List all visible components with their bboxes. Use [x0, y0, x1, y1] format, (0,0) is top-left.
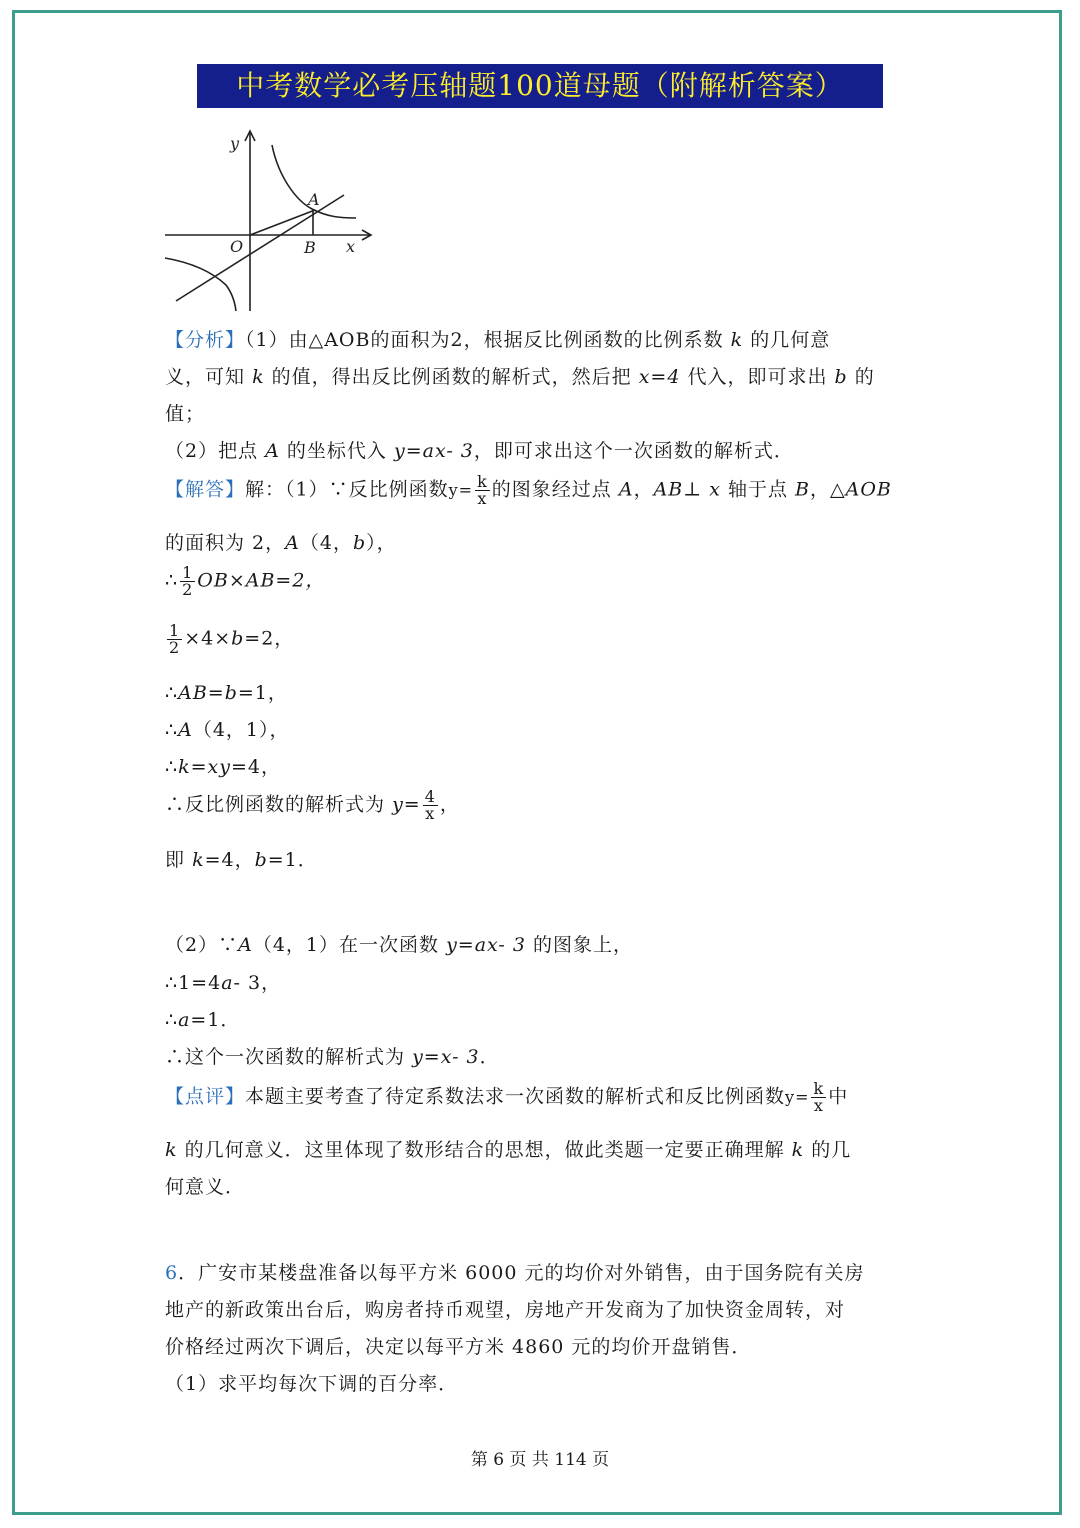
fraction-one-half: $\frac{1}{2}$	[169, 621, 181, 657]
fraction-one-half: $\frac{1}{2}$	[182, 563, 194, 599]
answer-line-2: 的面积为 2，A（4，b），	[165, 532, 397, 554]
fraction-k-over-x: $\frac{k}{x}$	[813, 1079, 825, 1115]
question-6-line-3: 价格经过两次下调后，决定以每平方米 4860 元的均价开盘销售．	[165, 1336, 752, 1358]
page-footer: 第 6 页 共 114 页	[470, 1450, 610, 1470]
answer-line-9: 即 k=4，b=1．	[165, 849, 318, 871]
function-graph	[160, 125, 380, 315]
answer-part2-line-1: （2）∵A（4，1）在一次函数 y=ax- 3 的图象上，	[165, 934, 634, 956]
question-number: 6	[165, 1262, 179, 1284]
analysis-line-2: 义，可知 k 的值，得出反比例函数的解析式，然后把 x=4 代入，即可求出 b 的	[165, 366, 875, 388]
line-linear-function	[176, 195, 344, 301]
page-title-banner: 中考数学必考压轴题100道母题（附解析答案）	[197, 64, 883, 108]
analysis-line-4: （2）把点 A 的坐标代入 y=ax- 3，即可求出这个一次函数的解析式．	[165, 440, 794, 462]
comment-line-1: 【点评】本题主要考查了待定系数法求一次函数的解析式和反比例函数y= $\frac{k}{x}$ 中	[165, 1079, 849, 1115]
label-o: O	[230, 237, 244, 256]
analysis-line-1: 【分析】（1）由△AOB的面积为2，根据反比例函数的比例系数 k 的几何意	[165, 329, 831, 351]
answer-line-6: ∴A（4，1），	[165, 719, 290, 741]
analysis-tag: 【分析】	[165, 329, 246, 351]
label-b: B	[304, 238, 316, 257]
fraction-k-over-x: $\frac{k}{x}$	[477, 472, 488, 508]
fraction-four-over-x: $\frac{4}{x}$	[424, 787, 436, 823]
answer-line-7: ∴k=xy=4，	[165, 756, 281, 778]
answer-tag: 【解答】	[165, 478, 246, 501]
label-y: y	[230, 134, 240, 153]
comment-line-2: k 的几何意义．这里体现了数形结合的思想，做此类题一定要正确理解 k 的几	[165, 1139, 852, 1161]
comment-line-3: 何意义．	[165, 1176, 246, 1198]
comment-tag: 【点评】	[165, 1085, 246, 1108]
answer-line-4: $\frac{1}{2}$ ×4×b=2，	[169, 621, 295, 657]
answer-part2-line-4: ∴这个一次函数的解析式为 y=x- 3．	[165, 1046, 500, 1068]
label-a: A	[308, 190, 320, 209]
answer-line-5: ∴AB=b=1，	[165, 682, 288, 704]
question-6-line-2: 地产的新政策出台后，购房者持币观望，房地产开发商为了加快资金周转，对	[165, 1299, 846, 1321]
answer-part2-line-2: ∴1=4a- 3，	[165, 972, 282, 994]
answer-line-1: 【解答】解：（1）∵反比例函数y= $\frac{k}{x}$ 的图象经过点 A，AB⊥ x 轴于点 B，△AOB	[165, 472, 892, 508]
answer-line-3: ∴ $\frac{1}{2}$ OB×AB=2，	[165, 563, 326, 599]
answer-line-8: ∴反比例函数的解析式为 y= $\frac{4}{x}$ ，	[165, 787, 460, 823]
analysis-line-3: 值；	[165, 403, 206, 425]
question-6-line-1: 6．广安市某楼盘准备以每平方米 6000 元的均价对外销售，由于国务院有关房	[165, 1262, 865, 1284]
answer-part2-line-3: ∴a=1．	[165, 1009, 241, 1031]
hyperbola-branch-2	[165, 258, 236, 311]
label-x: x	[346, 237, 356, 256]
question-6-line-4: （1）求平均每次下调的百分率．	[165, 1373, 459, 1395]
line-oa	[250, 210, 315, 235]
